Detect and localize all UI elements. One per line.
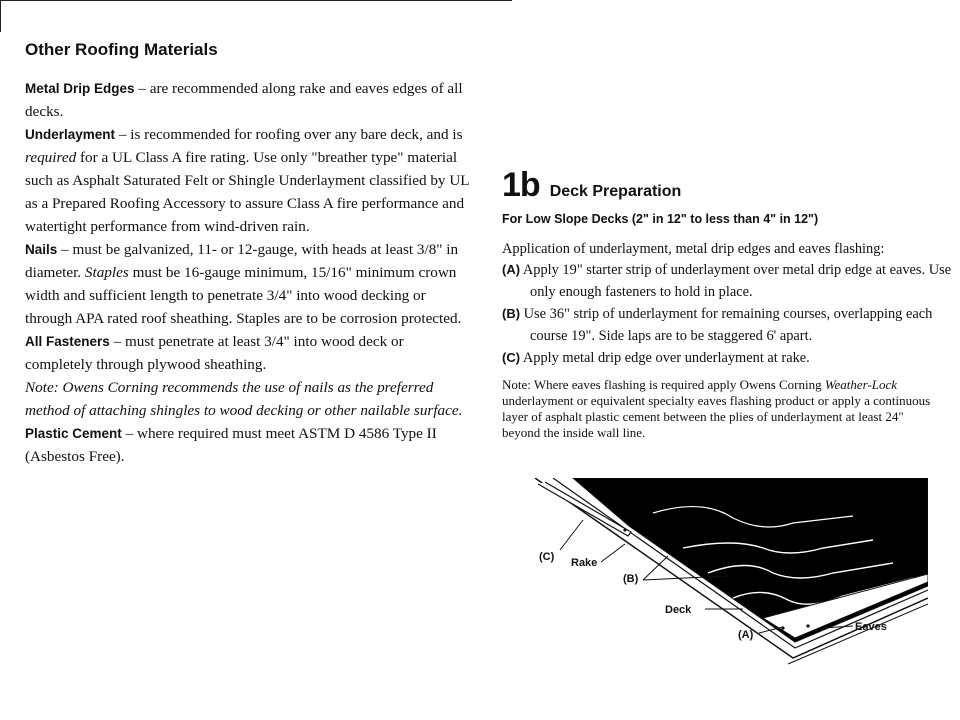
label-c: (C) (539, 551, 555, 563)
nails-paragraph: Nails – must be galvanized, 11- or 12-gauge, with heads at least 3/8" in diameter. Staples must be 16-gauge minimum, 15/16" minimum crown width and sufficient length to penetrate 3/4" into wood decking or through APA rated roof sheathing. Staples are to be corrosion protected. (25, 241, 462, 327)
plastic-cement-paragraph: Plastic Cement – where required must meet ASTM D 4586 Type II (Asbestos Free). (25, 425, 437, 465)
underlayment-paragraph: Underlayment – is recommended for roofing over any bare deck, and is required for a UL Class A fire rating. Use only "breather type" material such as Asphalt Saturated Felt or Shingle Underlayment classified by UL as a Prepared Roofing Accessory to assure Class A fire performance and watertight performance from wind-driven rain. (25, 126, 470, 235)
step-b: (B) Use 36" strip of underlayment for remaining courses, overlapping each course 19". Side laps are to be staggered 6' apart. (502, 306, 933, 344)
fastener-dot (806, 624, 809, 627)
label-rake: Rake (571, 557, 598, 569)
step-c: (C) Apply metal drip edge over underlayment at rake. (502, 350, 810, 366)
fasteners-paragraph: All Fasteners – must penetrate at least 3/4" into wood deck or completely through plywood sheathing. (25, 333, 404, 373)
deck-preparation-section (502, 168, 952, 441)
label-deck: Deck (665, 604, 692, 616)
step-heading (502, 168, 952, 202)
label-a: (A) (738, 629, 754, 641)
other-roofing-materials-section (25, 40, 470, 468)
step-a: (A) Apply 19" starter strip of underlayment over metal drip edge at eaves. Use only enough fasteners to hold in place. (502, 262, 952, 300)
leader-rake (601, 544, 625, 562)
section-title: Other Roofing Materials (25, 40, 218, 59)
low-slope-subhead: For Low Slope Decks (2" in 12" to less than 4" in 12") (502, 212, 819, 226)
frame-left-line (0, 0, 1, 32)
eaves-flashing-note: Note: Where eaves flashing is required apply Owens Corning Weather-Lock underlayment or equivalent specialty eaves flashing product or apply a continuous layer of asphalt plastic cement between the plies of underlayment at least 24" beyond the inside wall line. (502, 377, 931, 440)
drip-edges-paragraph: Metal Drip Edges – are recommended along rake and eaves edges of all decks. (25, 80, 463, 120)
fastener-dot (623, 528, 626, 531)
deck-preparation-diagram (533, 478, 928, 668)
label-eaves: Eaves (855, 621, 887, 633)
step-number: 1b (502, 166, 540, 204)
nails-note: Note: Owens Corning recommends the use of nails as the preferred method of attaching shingles to wood decking or other nailable surface. (25, 379, 463, 419)
step-title: Deck Preparation (549, 183, 682, 200)
label-b: (B) (623, 573, 639, 585)
application-intro: Application of underlayment, metal drip edges and eaves flashing: (502, 241, 885, 257)
frame-top-line (0, 0, 512, 1)
leader-c (560, 520, 583, 550)
